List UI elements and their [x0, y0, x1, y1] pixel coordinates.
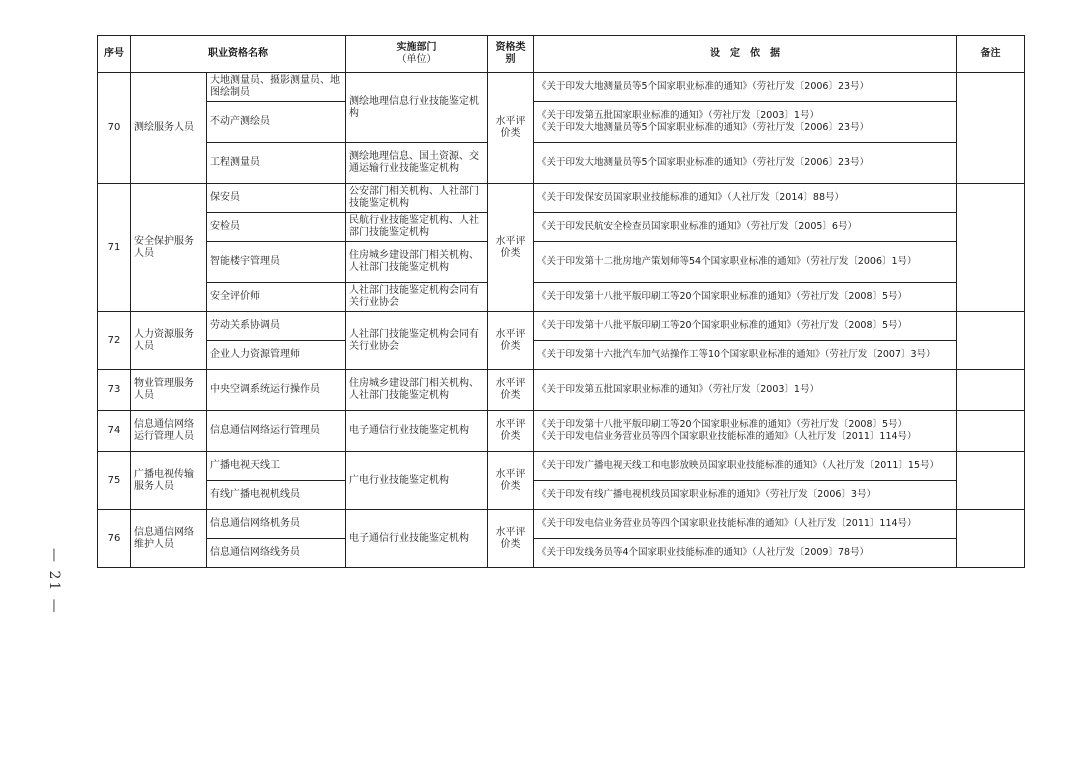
basis-cell: [534, 452, 957, 481]
dept-cell: 住房城乡建设部门相关机构、人社部门技能鉴定机构: [346, 242, 488, 283]
header-note: 备注: [957, 36, 1025, 73]
seq-cell: 72: [98, 312, 131, 370]
seq-cell: 70: [98, 73, 131, 184]
type-cell: 水平评价类: [488, 312, 534, 370]
basis-cell: [534, 73, 957, 102]
dept-cell: 住房城乡建设部门相关机构、人社部门技能鉴定机构: [346, 370, 488, 411]
basis-cell: [534, 143, 957, 184]
basis-line: 《关于印发第十二批房地产策划师等54个国家职业标准的通知》（劳社厅发〔2006〕1号）: [537, 256, 917, 267]
basis-cell: [534, 510, 957, 539]
seq-cell: 76: [98, 510, 131, 568]
note-cell: [957, 184, 1025, 312]
table-row: [98, 312, 1025, 341]
basis-line: 《关于印发民航安全检查员国家职业标准的通知》（劳社厅发〔2005〕6号）: [537, 221, 857, 232]
name-cell: 大地测量员、摄影测量员、地图绘制员: [207, 73, 346, 102]
basis-line: 《关于印发第十八批平版印刷工等20个国家职业标准的通知》（劳社厅发〔2008〕5号）: [537, 291, 908, 302]
table-row: [98, 411, 1025, 452]
page-number: — 21 —: [46, 548, 62, 615]
note-cell: [957, 312, 1025, 370]
dept-cell: 电子通信行业技能鉴定机构: [346, 411, 488, 452]
type-cell: 水平评价类: [488, 452, 534, 510]
name-cell: 中央空调系统运行操作员: [207, 370, 346, 411]
type-cell: 水平评价类: [488, 370, 534, 411]
basis-line: 《关于印发大地测量员等5个国家职业标准的通知》（劳社厅发〔2006〕23号）: [537, 81, 870, 92]
name-cell: 广播电视天线工: [207, 452, 346, 481]
table-row: [98, 143, 1025, 184]
name-cell: 信息通信网络机务员: [207, 510, 346, 539]
basis-cell: [534, 341, 957, 370]
header-type: 资格类别: [488, 36, 534, 73]
name-cell: 不动产测绘员: [207, 102, 346, 143]
basis-cell: [534, 283, 957, 312]
table-row: [98, 102, 1025, 143]
basis-cell: [534, 102, 957, 143]
basis-cell: [534, 213, 957, 242]
table-row: [98, 213, 1025, 242]
dept-cell: 广电行业技能鉴定机构: [346, 452, 488, 510]
note-cell: [957, 411, 1025, 452]
header-seq: 序号: [98, 36, 131, 73]
basis-cell: [534, 184, 957, 213]
dept-cell: 测绘地理信息行业技能鉴定机构: [346, 73, 488, 143]
category-cell: 信息通信网络维护人员: [131, 510, 207, 568]
table-row: [98, 341, 1025, 370]
type-cell: 水平评价类: [488, 510, 534, 568]
header-basis: 设 定 依 据: [534, 36, 957, 73]
basis-cell: [534, 312, 957, 341]
basis-cell: [534, 481, 957, 510]
table-row: [98, 370, 1025, 411]
name-cell: 信息通信网络运行管理员: [207, 411, 346, 452]
dept-cell: 测绘地理信息、国土资源、交通运输行业技能鉴定机构: [346, 143, 488, 184]
basis-cell: [534, 411, 957, 452]
name-cell: 企业人力资源管理师: [207, 341, 346, 370]
basis-line: 《关于印发大地测量员等5个国家职业标准的通知》（劳社厅发〔2006〕23号）: [537, 122, 870, 133]
note-cell: [957, 370, 1025, 411]
table-row: [98, 539, 1025, 568]
basis-line: 《关于印发第五批国家职业标准的通知》（劳社厅发〔2003〕1号）: [537, 384, 819, 395]
seq-cell: 74: [98, 411, 131, 452]
type-cell: 水平评价类: [488, 73, 534, 184]
category-cell: 信息通信网络运行管理人员: [131, 411, 207, 452]
basis-line: 《关于印发第十八批平版印刷工等20个国家职业标准的通知》（劳社厅发〔2008〕5号）: [537, 419, 908, 430]
category-cell: 物业管理服务人员: [131, 370, 207, 411]
header-dept-sub: （单位）: [396, 54, 437, 65]
category-cell: 安全保护服务人员: [131, 184, 207, 312]
seq-cell: 73: [98, 370, 131, 411]
basis-cell: [534, 370, 957, 411]
dept-cell: 民航行业技能鉴定机构、人社部门技能鉴定机构: [346, 213, 488, 242]
basis-line: 《关于印发线务员等4个国家职业技能标准的通知》（人社厅发〔2009〕78号）: [537, 547, 870, 558]
category-cell: 人力资源服务人员: [131, 312, 207, 370]
dept-cell: 人社部门技能鉴定机构会同有关行业协会: [346, 312, 488, 370]
table-row: [98, 452, 1025, 481]
header-dept-label: 实施部门: [396, 42, 437, 53]
table-row: [98, 481, 1025, 510]
basis-line: 《关于印发大地测量员等5个国家职业标准的通知》（劳社厅发〔2006〕23号）: [537, 157, 870, 168]
table-row: [98, 283, 1025, 312]
basis-line: 《关于印发第五批国家职业标准的通知》（劳社厅发〔2003〕1号）: [537, 110, 819, 121]
name-cell: 保安员: [207, 184, 346, 213]
header-name: 职业资格名称: [131, 36, 346, 73]
dept-cell: 人社部门技能鉴定机构会同有关行业协会: [346, 283, 488, 312]
seq-cell: 71: [98, 184, 131, 312]
basis-cell: [534, 242, 957, 283]
name-cell: 劳动关系协调员: [207, 312, 346, 341]
table-row: [98, 510, 1025, 539]
dept-cell: 公安部门相关机构、人社部门技能鉴定机构: [346, 184, 488, 213]
name-cell: 信息通信网络线务员: [207, 539, 346, 568]
basis-line: 《关于印发第十八批平版印刷工等20个国家职业标准的通知》（劳社厅发〔2008〕5号）: [537, 320, 908, 331]
type-cell: 水平评价类: [488, 184, 534, 312]
basis-cell: [534, 539, 957, 568]
name-cell: 安全评价师: [207, 283, 346, 312]
basis-line: 《关于印发广播电视天线工和电影放映员国家职业技能标准的通知》（人社厅发〔2011〕15号）: [537, 460, 940, 471]
basis-line: 《关于印发电信业务营业员等四个国家职业技能标准的通知》（人社厅发〔2011〕114号）: [537, 518, 917, 529]
table-row: [98, 73, 1025, 102]
basis-line: 《关于印发电信业务营业员等四个国家职业技能标准的通知》（人社厅发〔2011〕114号）: [537, 431, 917, 442]
table-row: [98, 184, 1025, 213]
note-cell: [957, 452, 1025, 510]
basis-line: 《关于印发第十六批汽车加气站操作工等10个国家职业标准的通知》（劳社厅发〔2007〕3号）: [537, 349, 936, 360]
seq-cell: 75: [98, 452, 131, 510]
header-dept: [346, 36, 488, 73]
dept-cell: 电子通信行业技能鉴定机构: [346, 510, 488, 568]
name-cell: 智能楼宇管理员: [207, 242, 346, 283]
note-cell: [957, 510, 1025, 568]
type-cell: 水平评价类: [488, 411, 534, 452]
basis-line: 《关于印发保安员国家职业技能标准的通知》（人社厅发〔2014〕88号）: [537, 192, 845, 203]
name-cell: 有线广播电视机线员: [207, 481, 346, 510]
category-cell: 测绘服务人员: [131, 73, 207, 184]
category-cell: 广播电视传输服务人员: [131, 452, 207, 510]
qualification-table: [97, 35, 1025, 568]
name-cell: 安检员: [207, 213, 346, 242]
basis-line: 《关于印发有线广播电视机线员国家职业标准的通知》（劳社厅发〔2006〕3号）: [537, 489, 876, 500]
header-row: [98, 36, 1025, 73]
table-row: [98, 242, 1025, 283]
note-cell: [957, 73, 1025, 184]
name-cell: 工程测量员: [207, 143, 346, 184]
